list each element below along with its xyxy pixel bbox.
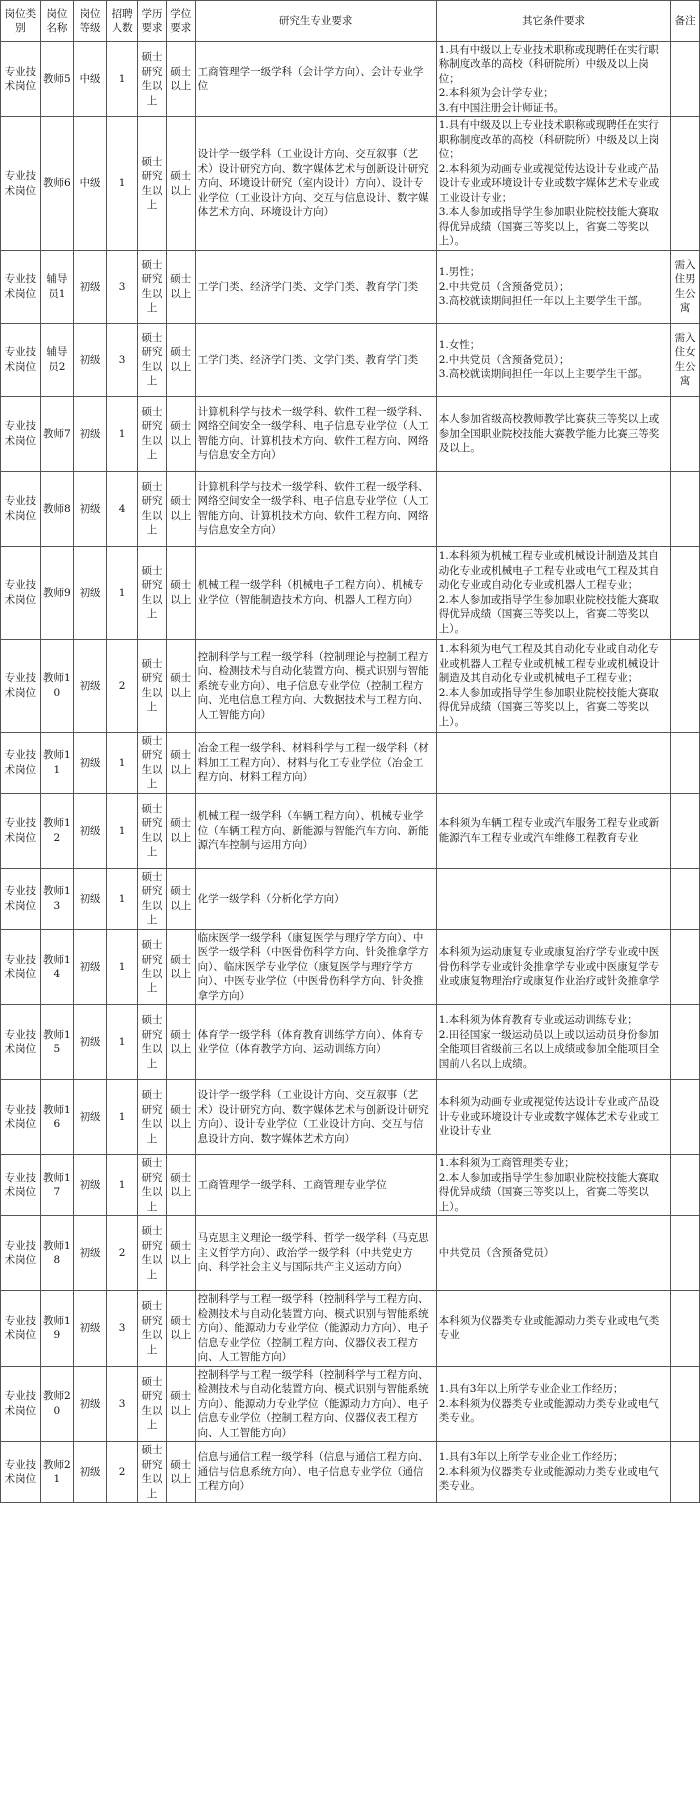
table-row <box>1 323 700 396</box>
cell-degree: 硕士以上 <box>166 250 195 323</box>
cell-education: 硕士研究生以上 <box>138 323 167 396</box>
cell-remark <box>671 42 700 117</box>
cell-education: 硕士研究生以上 <box>138 639 167 732</box>
cell-major: 设计学一级学科（工业设计方向、交互叙事（艺术）设计研究方向、数字媒体艺术与创新设计研究方向、环境设计研究（室内设计）方向）、设计专业学位（工业设计方向、交互与信息设计、数字媒体艺术方向、环境设计方向） <box>195 117 436 250</box>
table-row <box>1 117 700 250</box>
cell-degree: 硕士以上 <box>166 1005 195 1080</box>
cell-count: 2 <box>107 639 138 732</box>
table-row <box>1 1155 700 1216</box>
col-header-degree: 学位要求 <box>166 1 195 42</box>
table-row <box>1 929 700 1004</box>
cell-category: 专业技术岗位 <box>1 1442 41 1503</box>
cell-remark <box>671 1291 700 1366</box>
cell-major: 控制科学与工程一级学科（控制科学与工程方向、检测技术与自动化装置方向、模式识别与智能系统方向）、能源动力专业学位（能源动力方向）、电子信息专业学位（控制工程方向、仪器仪表工程方向、人工智能方向） <box>195 1291 436 1366</box>
cell-remark <box>671 1005 700 1080</box>
cell-education: 硕士研究生以上 <box>138 117 167 250</box>
cell-category: 专业技术岗位 <box>1 1080 41 1155</box>
cell-education: 硕士研究生以上 <box>138 1366 167 1441</box>
cell-category: 专业技术岗位 <box>1 639 41 732</box>
cell-name: 教师18 <box>40 1216 73 1291</box>
cell-name: 教师7 <box>40 396 73 471</box>
cell-name: 教师11 <box>40 732 73 793</box>
col-header-education: 学历要求 <box>138 1 167 42</box>
cell-remark <box>671 117 700 250</box>
table-row <box>1 1366 700 1441</box>
cell-level: 初级 <box>73 1366 106 1441</box>
col-header-remark: 备注 <box>671 1 700 42</box>
cell-education: 硕士研究生以上 <box>138 1080 167 1155</box>
cell-name: 教师17 <box>40 1155 73 1216</box>
cell-count: 1 <box>107 42 138 117</box>
cell-degree: 硕士以上 <box>166 396 195 471</box>
cell-education: 硕士研究生以上 <box>138 250 167 323</box>
cell-degree: 硕士以上 <box>166 732 195 793</box>
cell-education: 硕士研究生以上 <box>138 732 167 793</box>
cell-major: 控制科学与工程一级学科（控制理论与控制工程方向、检测技术与自动化装置方向、模式识别与智能系统专业方向）、电子信息专业学位（控制工程方向、光电信息工程方向、大数据技术与工程方向、人工智能方向） <box>195 639 436 732</box>
cell-remark <box>671 1366 700 1441</box>
col-header-level: 岗位等级 <box>73 1 106 42</box>
cell-major: 信息与通信工程一级学科（信息与通信工程方向、通信与信息系统方向）、电子信息专业学位（通信工程方向） <box>195 1442 436 1503</box>
cell-level: 初级 <box>73 639 106 732</box>
cell-other: 1.具有3年以上所学专业企业工作经历； 2.本科须为仪器类专业或能源动力类专业或电气类专业。 <box>436 1366 670 1441</box>
col-header-other: 其它条件要求 <box>436 1 670 42</box>
cell-major: 机械工程一级学科（机械电子工程方向）、机械专业学位（智能制造技术方向、机器人工程方向） <box>195 546 436 639</box>
table-row <box>1 1005 700 1080</box>
cell-name: 教师10 <box>40 639 73 732</box>
cell-major: 计算机科学与技术一级学科、软件工程一级学科、网络空间安全一级学科、电子信息专业学位（人工智能方向、计算机技术方向、软件工程方向、网络与信息安全方向） <box>195 396 436 471</box>
cell-education: 硕士研究生以上 <box>138 1005 167 1080</box>
cell-other: 1.女性； 2.中共党员（含预备党员）； 3.高校就读期间担任一年以上主要学生干部。 <box>436 323 670 396</box>
cell-remark <box>671 1216 700 1291</box>
cell-education: 硕士研究生以上 <box>138 929 167 1004</box>
cell-other <box>436 732 670 793</box>
cell-other: 本科须为动画专业或视觉传达设计专业或产品设计专业或环境设计专业或数字媒体艺术专业或工业设计专业 <box>436 1080 670 1155</box>
cell-degree: 硕士以上 <box>166 1291 195 1366</box>
cell-category: 专业技术岗位 <box>1 1155 41 1216</box>
cell-count: 3 <box>107 323 138 396</box>
cell-degree: 硕士以上 <box>166 117 195 250</box>
cell-other <box>436 868 670 929</box>
cell-name: 辅导员1 <box>40 250 73 323</box>
cell-name: 教师14 <box>40 929 73 1004</box>
cell-count: 1 <box>107 396 138 471</box>
cell-other: 1.本科须为机械工程专业或机械设计制造及其自动化专业或机械电子工程专业或电气工程及其自动化专业或自动化专业或机器人工程专业； 2.本人参加或指导学生参加职业院校技能大赛取得优异成绩（国赛三等奖以上，省赛二等奖以上）。 <box>436 546 670 639</box>
cell-count: 3 <box>107 1291 138 1366</box>
cell-category: 专业技术岗位 <box>1 471 41 546</box>
cell-name: 教师16 <box>40 1080 73 1155</box>
cell-degree: 硕士以上 <box>166 929 195 1004</box>
cell-remark: 需入住男生公寓 <box>671 250 700 323</box>
cell-remark <box>671 546 700 639</box>
cell-level: 初级 <box>73 1442 106 1503</box>
table-row <box>1 1216 700 1291</box>
cell-major: 设计学一级学科（工业设计方向、交互叙事（艺术）设计研究方向、数字媒体艺术与创新设计研究方向）、设计专业学位（工业设计方向、交互与信息设计方向、数字媒体艺术方向） <box>195 1080 436 1155</box>
cell-count: 2 <box>107 1442 138 1503</box>
col-header-category: 岗位类别 <box>1 1 41 42</box>
cell-level: 初级 <box>73 471 106 546</box>
table-row <box>1 868 700 929</box>
cell-education: 硕士研究生以上 <box>138 42 167 117</box>
cell-level: 初级 <box>73 546 106 639</box>
cell-remark <box>671 1155 700 1216</box>
cell-name: 教师8 <box>40 471 73 546</box>
cell-other: 1.本科须为电气工程及其自动化专业或自动化专业或机器人工程专业或机械工程专业或机械设计制造及其自动化专业或机械电子工程专业； 2.本人参加或指导学生参加职业院校技能大赛取得优异成绩（国赛三等奖以上，省赛二等奖以上）。 <box>436 639 670 732</box>
table-row <box>1 396 700 471</box>
cell-category: 专业技术岗位 <box>1 793 41 868</box>
cell-name: 教师20 <box>40 1366 73 1441</box>
cell-degree: 硕士以上 <box>166 868 195 929</box>
cell-other: 1.具有中级以上专业技术职称或现聘任在实行职称制度改革的高校（科研院所）中级及以上岗位； 2.本科须为会计学专业； 3.有中国注册会计师证书。 <box>436 42 670 117</box>
cell-other: 1.男性； 2.中共党员（含预备党员）； 3.高校就读期间担任一年以上主要学生干部。 <box>436 250 670 323</box>
cell-level: 中级 <box>73 42 106 117</box>
cell-degree: 硕士以上 <box>166 323 195 396</box>
cell-education: 硕士研究生以上 <box>138 1291 167 1366</box>
cell-level: 初级 <box>73 1291 106 1366</box>
cell-count: 1 <box>107 1080 138 1155</box>
cell-education: 硕士研究生以上 <box>138 1216 167 1291</box>
cell-category: 专业技术岗位 <box>1 42 41 117</box>
cell-count: 1 <box>107 1155 138 1216</box>
table-row <box>1 1442 700 1503</box>
cell-category: 专业技术岗位 <box>1 250 41 323</box>
cell-major: 计算机科学与技术一级学科、软件工程一级学科、网络空间安全一级学科、电子信息专业学位（人工智能方向、计算机技术方向、软件工程方向、网络与信息安全方向） <box>195 471 436 546</box>
cell-degree: 硕士以上 <box>166 546 195 639</box>
cell-remark <box>671 929 700 1004</box>
header-row <box>1 1 700 42</box>
cell-degree: 硕士以上 <box>166 1216 195 1291</box>
cell-level: 初级 <box>73 1080 106 1155</box>
cell-remark <box>671 639 700 732</box>
cell-degree: 硕士以上 <box>166 1080 195 1155</box>
table-row <box>1 250 700 323</box>
cell-degree: 硕士以上 <box>166 42 195 117</box>
cell-education: 硕士研究生以上 <box>138 471 167 546</box>
table-row <box>1 546 700 639</box>
cell-level: 初级 <box>73 1216 106 1291</box>
cell-remark <box>671 1442 700 1503</box>
cell-other: 本科须为车辆工程专业或汽车服务工程专业或新能源汽车工程专业或汽车维修工程教育专业 <box>436 793 670 868</box>
cell-other: 本科须为运动康复专业或康复治疗学专业或中医骨伤科学专业或针灸推拿学专业或中医康复学专业或康复物理治疗或康复作业治疗或针灸推拿学 <box>436 929 670 1004</box>
cell-category: 专业技术岗位 <box>1 1216 41 1291</box>
cell-degree: 硕士以上 <box>166 1366 195 1441</box>
cell-level: 初级 <box>73 323 106 396</box>
cell-count: 3 <box>107 1366 138 1441</box>
cell-remark <box>671 732 700 793</box>
table-row <box>1 471 700 546</box>
cell-level: 初级 <box>73 732 106 793</box>
cell-level: 初级 <box>73 396 106 471</box>
cell-count: 3 <box>107 250 138 323</box>
table-body <box>1 42 700 1503</box>
cell-degree: 硕士以上 <box>166 639 195 732</box>
cell-category: 专业技术岗位 <box>1 1291 41 1366</box>
col-header-count: 招聘人数 <box>107 1 138 42</box>
cell-name: 教师19 <box>40 1291 73 1366</box>
cell-other: 中共党员（含预备党员） <box>436 1216 670 1291</box>
table-row <box>1 639 700 732</box>
table-row <box>1 1291 700 1366</box>
cell-count: 1 <box>107 546 138 639</box>
cell-count: 2 <box>107 1216 138 1291</box>
cell-category: 专业技术岗位 <box>1 1366 41 1441</box>
cell-education: 硕士研究生以上 <box>138 1155 167 1216</box>
cell-remark: 需入住女生公寓 <box>671 323 700 396</box>
cell-major: 临床医学一级学科（康复医学与理疗学方向）、中医学一级学科（中医骨伤科学方向、针灸推拿学方向）、临床医学专业学位（康复医学与理疗学方向）、中医专业学位（中医骨伤科学方向、针灸推拿学方向） <box>195 929 436 1004</box>
cell-education: 硕士研究生以上 <box>138 793 167 868</box>
col-header-name: 岗位名称 <box>40 1 73 42</box>
cell-name: 教师12 <box>40 793 73 868</box>
cell-category: 专业技术岗位 <box>1 546 41 639</box>
table-row <box>1 793 700 868</box>
cell-other: 1.本科须为体育教育专业或运动训练专业； 2.田径国家一级运动员以上或以运动员身份参加全能项目省级前三名以上成绩或参加全能项目全国前八名以上成绩。 <box>436 1005 670 1080</box>
cell-remark <box>671 868 700 929</box>
cell-name: 教师15 <box>40 1005 73 1080</box>
cell-other: 本人参加省级高校教师教学比赛获三等奖以上或参加全国职业院校技能大赛教学能力比赛三等奖及以上。 <box>436 396 670 471</box>
cell-major: 马克思主义理论一级学科、哲学一级学科（马克思主义哲学方向）、政治学一级学科（中共党史方向、科学社会主义与国际共产主义运动方向） <box>195 1216 436 1291</box>
cell-category: 专业技术岗位 <box>1 929 41 1004</box>
cell-name: 教师21 <box>40 1442 73 1503</box>
cell-degree: 硕士以上 <box>166 793 195 868</box>
cell-count: 1 <box>107 1005 138 1080</box>
cell-degree: 硕士以上 <box>166 471 195 546</box>
cell-count: 1 <box>107 793 138 868</box>
cell-major: 冶金工程一级学科、材料科学与工程一级学科（材料加工工程方向）、材料与化工专业学位（冶金工程方向、材料工程方向） <box>195 732 436 793</box>
table-row <box>1 732 700 793</box>
cell-name: 教师6 <box>40 117 73 250</box>
cell-category: 专业技术岗位 <box>1 868 41 929</box>
cell-other: 1.具有3年以上所学专业企业工作经历； 2.本科须为仪器类专业或能源动力类专业或电气类专业。 <box>436 1442 670 1503</box>
cell-name: 教师5 <box>40 42 73 117</box>
cell-major: 体育学一级学科（体育教育训练学方向）、体育专业学位（体育教学方向、运动训练方向） <box>195 1005 436 1080</box>
cell-category: 专业技术岗位 <box>1 323 41 396</box>
cell-major: 工学门类、经济学门类、文学门类、教育学门类 <box>195 250 436 323</box>
cell-category: 专业技术岗位 <box>1 732 41 793</box>
cell-level: 初级 <box>73 1155 106 1216</box>
col-header-major: 研究生专业要求 <box>195 1 436 42</box>
cell-count: 4 <box>107 471 138 546</box>
cell-count: 1 <box>107 868 138 929</box>
cell-major: 工商管理学一级学科（会计学方向）、会计专业学位 <box>195 42 436 117</box>
cell-level: 初级 <box>73 929 106 1004</box>
cell-education: 硕士研究生以上 <box>138 546 167 639</box>
cell-level: 初级 <box>73 250 106 323</box>
cell-category: 专业技术岗位 <box>1 396 41 471</box>
cell-category: 专业技术岗位 <box>1 117 41 250</box>
cell-major: 工商管理学一级学科、工商管理专业学位 <box>195 1155 436 1216</box>
cell-major: 机械工程一级学科（车辆工程方向）、机械专业学位（车辆工程方向、新能源与智能汽车方向、新能源汽车控制与运用方向） <box>195 793 436 868</box>
cell-major: 化学一级学科（分析化学方向） <box>195 868 436 929</box>
cell-name: 辅导员2 <box>40 323 73 396</box>
cell-degree: 硕士以上 <box>166 1442 195 1503</box>
cell-name: 教师9 <box>40 546 73 639</box>
table-row <box>1 1080 700 1155</box>
cell-other: 1.本科须为工商管理类专业； 2.本人参加或指导学生参加职业院校技能大赛取得优异成绩（国赛三等奖以上，省赛二等奖以上）。 <box>436 1155 670 1216</box>
cell-other <box>436 471 670 546</box>
cell-major: 控制科学与工程一级学科（控制科学与工程方向、检测技术与自动化装置方向、模式识别与智能系统方向）、能源动力专业学位（能源动力方向）、电子信息专业学位（控制工程方向、仪器仪表工程方向、人工智能方向） <box>195 1366 436 1441</box>
cell-education: 硕士研究生以上 <box>138 1442 167 1503</box>
cell-level: 初级 <box>73 793 106 868</box>
cell-education: 硕士研究生以上 <box>138 396 167 471</box>
cell-remark <box>671 793 700 868</box>
cell-degree: 硕士以上 <box>166 1155 195 1216</box>
cell-count: 1 <box>107 117 138 250</box>
cell-count: 1 <box>107 929 138 1004</box>
cell-major: 工学门类、经济学门类、文学门类、教育学门类 <box>195 323 436 396</box>
cell-remark <box>671 1080 700 1155</box>
cell-other: 1.具有中级及以上专业技术职称或现聘任在实行职称制度改革的高校（科研院所）中级及以上岗位； 2.本科须为动画专业或视觉传达设计专业或产品设计专业或环境设计专业或数字媒体艺术专业或工业设计专业； 3.本人参加或指导学生参加职业院校技能大赛取得优异成绩（国赛三等奖以上，省赛二等奖以上）。 <box>436 117 670 250</box>
cell-count: 1 <box>107 732 138 793</box>
cell-remark <box>671 471 700 546</box>
cell-other: 本科须为仪器类专业或能源动力类专业或电气类专业 <box>436 1291 670 1366</box>
cell-remark <box>671 396 700 471</box>
cell-level: 初级 <box>73 1005 106 1080</box>
cell-level: 中级 <box>73 117 106 250</box>
table-row <box>1 42 700 117</box>
cell-education: 硕士研究生以上 <box>138 868 167 929</box>
cell-level: 初级 <box>73 868 106 929</box>
cell-name: 教师13 <box>40 868 73 929</box>
cell-category: 专业技术岗位 <box>1 1005 41 1080</box>
